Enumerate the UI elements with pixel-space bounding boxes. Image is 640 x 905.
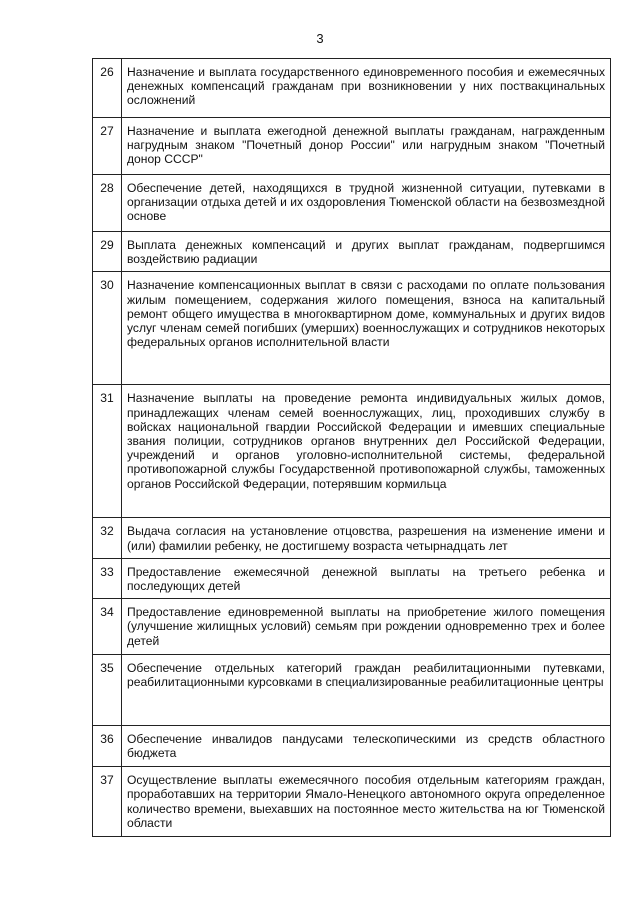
row-number: 33 (93, 558, 122, 598)
row-text: Предоставление единовременной выплаты на приобретение жилого помещения (улучшение жилищных условий) семьям при рождении одновременно трех и более детей (122, 599, 611, 655)
table-row (93, 385, 611, 518)
row-number: 27 (93, 118, 122, 175)
table-row (93, 272, 611, 385)
row-text: Обеспечение отдельных категорий граждан реабилитационными путевками, реабилитационными курсовками в специализированные реабилитационные центры (122, 655, 611, 726)
table-row (93, 118, 611, 175)
table-row (93, 655, 611, 726)
row-number: 36 (93, 726, 122, 767)
row-text: Предоставление ежемесячной денежной выплаты на третьего ребенка и последующих детей (122, 558, 611, 598)
row-number: 32 (93, 518, 122, 558)
row-number: 29 (93, 232, 122, 272)
table-row (93, 175, 611, 232)
row-number: 30 (93, 272, 122, 385)
services-table (92, 58, 611, 837)
table-row (93, 518, 611, 558)
row-text: Осуществление выплаты ежемесячного пособия отдельным категориям граждан, проработавших на территории Ямало-Ненецкого автономного округа определенное количество времени, выехавших на постоянное место жительства на юг Тюменской области (122, 767, 611, 837)
row-text: Обеспечение инвалидов пандусами телескопическими из средств областного бюджета (122, 726, 611, 767)
row-number: 31 (93, 385, 122, 518)
row-number: 37 (93, 767, 122, 837)
row-number: 35 (93, 655, 122, 726)
table-row (93, 599, 611, 655)
table-row (93, 232, 611, 272)
table-row (93, 767, 611, 837)
page-number: 3 (316, 31, 324, 46)
row-text: Выдача согласия на установление отцовства, разрешения на изменение имени и (или) фамилии ребенку, не достигшему возраста четырнадцать лет (122, 518, 611, 558)
row-text: Обеспечение детей, находящихся в трудной жизненной ситуации, путевками в организации отдыха детей и их оздоровления Тюменской области на безвозмездной основе (122, 175, 611, 232)
row-text: Назначение выплаты на проведение ремонта индивидуальных жилых домов, принадлежащих членам семей военнослужащих, лиц, проходивших службу в войсках национальной гвардии Российской Федерации и имевших специальные звания полиции, сотрудников органов внутренних дел Российской Федерации, учреждений и органов уголовно-исполнительной системы, федеральной противопожарной службы Государственной противопожарной службы, таможенных органов Российской Федерации, потерявшим кормильца (122, 385, 611, 518)
table-row (93, 726, 611, 767)
row-number: 28 (93, 175, 122, 232)
table-row (93, 59, 611, 118)
row-text: Назначение и выплата государственного единовременного пособия и ежемесячных денежных компенсаций гражданам при возникновении у них поствакцинальных осложнений (122, 59, 611, 118)
row-text: Назначение и выплата ежегодной денежной выплаты гражданам, награжденным нагрудным знаком "Почетный донор России" или нагрудным знаком "Почетный донор СССР" (122, 118, 611, 175)
row-number: 26 (93, 59, 122, 118)
row-text: Назначение компенсационных выплат в связи с расходами по оплате пользования жилым помещением, содержания жилого помещения, взноса на капитальный ремонт общего имущества в многоквартирном доме, коммунальных и других видов услуг членам семей погибших (умерших) военнослужащих и сотрудников некоторых федеральных органов исполнительной власти (122, 272, 611, 385)
row-number: 34 (93, 599, 122, 655)
table-row (93, 558, 611, 598)
row-text: Выплата денежных компенсаций и других выплат гражданам, подвергшимся воздействию радиации (122, 232, 611, 272)
